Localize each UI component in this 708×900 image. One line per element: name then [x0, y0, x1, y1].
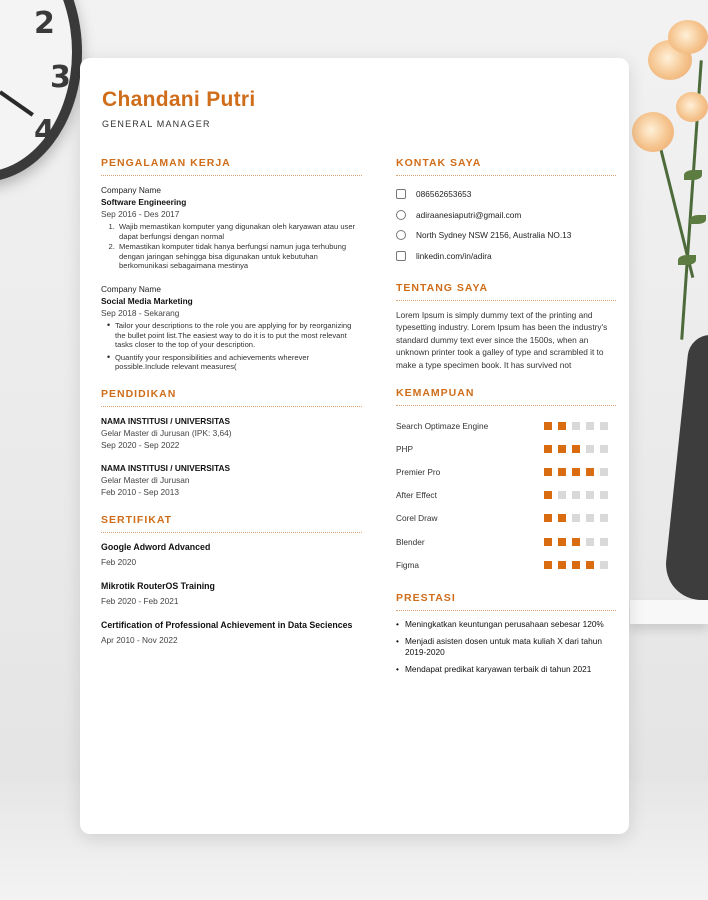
skill-row — [396, 530, 616, 553]
skill-name: Search Optimaze Engine — [396, 420, 489, 431]
job-company: Company Name — [101, 283, 161, 294]
achievement-item: • Menjadi asisten dosen untuk mata kuliah X dari tahun 2019-2020 — [396, 636, 616, 659]
certificate-date: Feb 2020 — [101, 556, 137, 567]
about-text: Lorem Ipsum is simply dummy text of the printing and typesetting industry. Lorem Ipsum has been the industry's standard dummy text ever since the 1500s, when an unknown printer took a galley of type and scrambled it to make a type specimen book. It has survived not — [396, 310, 608, 370]
skill-row — [396, 553, 616, 576]
skill-level — [544, 538, 608, 546]
skill-dot-filled — [572, 468, 580, 476]
section-title-about: TENTANG SAYA — [396, 282, 616, 301]
skill-dot-empty — [572, 491, 580, 499]
flower — [668, 20, 708, 54]
education-degree: Gelar Master di Jurusan — [101, 474, 190, 485]
contact-email — [396, 205, 616, 226]
phone-icon — [396, 189, 406, 199]
skill-dot-empty — [600, 468, 608, 476]
skill-dot-filled — [544, 561, 552, 569]
contact-email-text: adiraanesiaputri@gmail.com — [416, 209, 522, 220]
certificate-entry — [101, 619, 362, 646]
skill-dot-filled — [558, 514, 566, 522]
skill-dot-empty — [600, 491, 608, 499]
resume-name: Chandani Putri — [102, 88, 256, 111]
section-title-education: PENDIDIKAN — [101, 388, 362, 407]
linkedin-icon — [396, 251, 406, 261]
skill-level — [544, 468, 608, 476]
plant-leaf — [678, 255, 696, 265]
skill-dot-empty — [586, 538, 594, 546]
section-title-skills: KEMAMPUAN — [396, 387, 616, 406]
skill-dot-filled — [558, 422, 566, 430]
clock-number: 4 — [34, 114, 55, 149]
achievement-list — [396, 619, 616, 675]
skill-dot-filled — [586, 561, 594, 569]
skill-name: Figma — [396, 559, 420, 570]
contact-location-text: North Sydney NSW 2156, Australia NO.13 — [416, 230, 572, 241]
job-task: 1. Wajib memastikan komputer yang digunakan oleh karyawan atau user dapat berfungsi dengan normal — [117, 222, 362, 241]
contact-linkedin — [396, 246, 616, 267]
section-title-certificates: SERTIFIKAT — [101, 514, 362, 533]
skill-dot-empty — [586, 445, 594, 453]
skill-name: Premier Pro — [396, 467, 441, 477]
contact-phone — [396, 184, 616, 205]
contact-location — [396, 225, 616, 246]
section-title-achievements: PRESTASI — [396, 592, 616, 611]
certificate-date: Feb 2020 - Feb 2021 — [101, 595, 179, 606]
education-period: Sep 2020 - Sep 2022 — [101, 439, 180, 450]
flower — [632, 112, 674, 152]
job-company: Company Name — [101, 185, 161, 195]
email-icon — [396, 210, 406, 220]
skill-dot-filled — [544, 514, 552, 522]
certificate-name: Mikrotik RouterOS Training — [101, 580, 215, 591]
job-entry — [101, 184, 362, 271]
skill-dot-empty — [600, 561, 608, 569]
skill-dot-filled — [558, 538, 566, 546]
education-entry — [101, 462, 362, 498]
skill-row — [396, 484, 616, 507]
skill-dot-filled — [586, 468, 594, 476]
job-task-list — [109, 321, 362, 372]
skill-dot-empty — [586, 491, 594, 499]
location-icon — [396, 230, 406, 240]
job-task-list — [117, 222, 362, 271]
skill-dot-empty — [600, 514, 608, 522]
skill-dot-empty — [586, 422, 594, 430]
skill-dot-filled — [544, 445, 552, 453]
contact-phone-text: 086562653653 — [416, 189, 472, 200]
clock-number: 3 — [50, 60, 71, 95]
skill-name: PHP — [396, 443, 414, 454]
job-position: Software Engineering — [101, 197, 187, 207]
skill-level — [544, 422, 608, 430]
skill-row — [396, 507, 616, 530]
skill-dot-empty — [572, 422, 580, 430]
skill-level — [544, 561, 608, 569]
right-column — [396, 157, 616, 680]
skill-name: Corel Draw — [396, 513, 438, 524]
contact-linkedin-text: linkedin.com/in/adira — [416, 250, 492, 261]
education-entry — [101, 415, 362, 451]
resume-role: GENERAL MANAGER — [102, 119, 211, 129]
certificate-name: Google Adword Advanced — [101, 541, 211, 552]
education-degree: Gelar Master di Jurusan (IPK: 3,64) — [101, 427, 232, 438]
flower — [676, 92, 708, 122]
certificate-entry — [101, 580, 362, 607]
job-task: • Tailor your descriptions to the role you are applying for by reorganizing the bullet point list.The easiest way to do it is to put the most relevant tasks closer to the top of your description. — [109, 321, 362, 350]
skill-dot-filled — [544, 538, 552, 546]
skill-dot-empty — [572, 514, 580, 522]
job-period: Sep 2016 - Des 2017 — [101, 209, 180, 219]
plant-leaf — [684, 170, 702, 180]
wall-shelf — [630, 600, 708, 624]
skill-dot-empty — [558, 491, 566, 499]
job-period: Sep 2018 - Sekarang — [101, 307, 180, 318]
skill-dot-empty — [600, 445, 608, 453]
skill-dot-filled — [544, 468, 552, 476]
skill-row — [396, 460, 616, 483]
skill-dot-empty — [600, 422, 608, 430]
skill-dot-filled — [572, 445, 580, 453]
clock-number: 2 — [34, 6, 55, 41]
education-institution: NAMA INSTITUSI / UNIVERSITAS — [101, 415, 231, 426]
job-task: • Quantify your responsibilities and achievements wherever possible.Include relevant measures( — [109, 353, 362, 372]
skill-dot-filled — [544, 491, 552, 499]
skill-level — [544, 491, 608, 499]
achievement-item: • Mendapat predikat karyawan terbaik di tahun 2021 — [396, 664, 616, 676]
skill-dot-filled — [572, 538, 580, 546]
job-task: 2. Memastikan komputer tidak hanya berfungsi namun juga terhubung dengan jaringan sehingga bisa digunakan untuk kebutuhan berkomunikasi sebagaimana mestinya — [117, 242, 362, 271]
section-title-contact: KONTAK SAYA — [396, 157, 616, 176]
skill-row — [396, 414, 616, 437]
skill-dot-empty — [600, 538, 608, 546]
skill-level — [544, 514, 608, 522]
left-column — [101, 157, 362, 658]
resume-card — [80, 58, 629, 834]
plant-leaf — [690, 215, 706, 224]
skill-dot-filled — [558, 468, 566, 476]
education-period: Feb 2010 - Sep 2013 — [101, 486, 179, 497]
certificate-entry — [101, 541, 362, 568]
section-title-experience: PENGALAMAN KERJA — [101, 157, 362, 176]
job-entry — [101, 283, 362, 372]
skill-name: After Effect — [396, 490, 437, 501]
education-institution: NAMA INSTITUSI / UNIVERSITAS — [101, 462, 231, 473]
skill-dot-filled — [558, 561, 566, 569]
skill-name: Blender — [396, 536, 425, 547]
achievement-item: • Meningkatkan keuntungan perusahaan sebesar 120% — [396, 619, 616, 631]
skill-dot-empty — [586, 514, 594, 522]
job-position: Social Media Marketing — [101, 295, 193, 306]
skill-dot-filled — [558, 445, 566, 453]
skill-dot-filled — [544, 422, 552, 430]
skill-row — [396, 437, 616, 460]
skills-list — [396, 414, 616, 576]
certificate-name: Certification of Professional Achievement in Data Seciences — [101, 619, 353, 630]
skill-level — [544, 445, 608, 453]
certificate-date: Apr 2010 - Nov 2022 — [101, 634, 178, 645]
skill-dot-filled — [572, 561, 580, 569]
